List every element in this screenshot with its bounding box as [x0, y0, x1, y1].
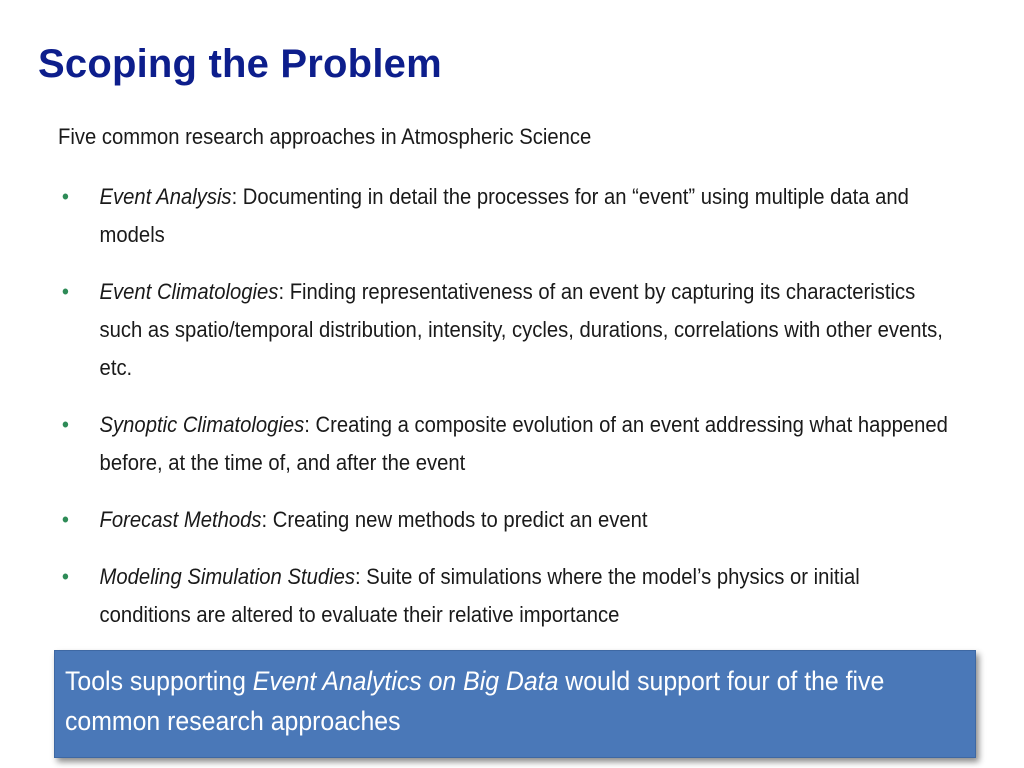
bullet-list	[60, 178, 1015, 653]
bullet-term: Event Analysis	[99, 184, 232, 209]
slide-title: Scoping the Problem	[38, 42, 442, 86]
bullet-term: Event Climatologies	[99, 279, 279, 304]
bullet-icon: •	[61, 564, 69, 589]
callout-text	[65, 661, 948, 741]
bullet-item-modeling-simulation-studies	[60, 558, 955, 634]
bullet-term: Synoptic Climatologies	[99, 412, 305, 437]
bullet-item-synoptic-climatologies	[60, 406, 955, 482]
bullet-item-event-climatologies	[60, 273, 955, 387]
bullet-item-event-analysis	[60, 178, 955, 254]
bullet-term: Modeling Simulation Studies	[99, 564, 355, 589]
callout-prefix: Tools supporting	[65, 666, 253, 696]
bullet-text: : Finding representativeness of an event by capturing its characteristics such as spatio/temporal distribution, intensity, cycles, durations, correlations with other events, etc.	[99, 279, 943, 380]
bullet-text: : Suite of simulations where the model’s physics or initial conditions are altered to evaluate their relative importance	[99, 564, 860, 627]
callout-emphasis: Event Analytics on Big Data	[252, 666, 559, 696]
bullet-item-forecast-methods	[60, 501, 955, 539]
bullet-text: : Creating a composite evolution of an event addressing what happened before, at the time of, and after the event	[99, 412, 948, 475]
slide-subtitle: Five common research approaches in Atmospheric Science	[58, 124, 592, 149]
callout-box	[54, 650, 976, 758]
bullet-text: : Creating new methods to predict an event	[261, 507, 648, 532]
bullet-term: Forecast Methods	[99, 507, 262, 532]
bullet-icon: •	[61, 184, 69, 209]
bullet-text: : Documenting in detail the processes for an “event” using multiple data and models	[99, 184, 909, 247]
bullet-icon: •	[61, 412, 69, 437]
bullet-icon: •	[61, 279, 69, 304]
callout-suffix: would support four of the five common research approaches	[65, 666, 885, 736]
bullet-icon: •	[61, 507, 69, 532]
